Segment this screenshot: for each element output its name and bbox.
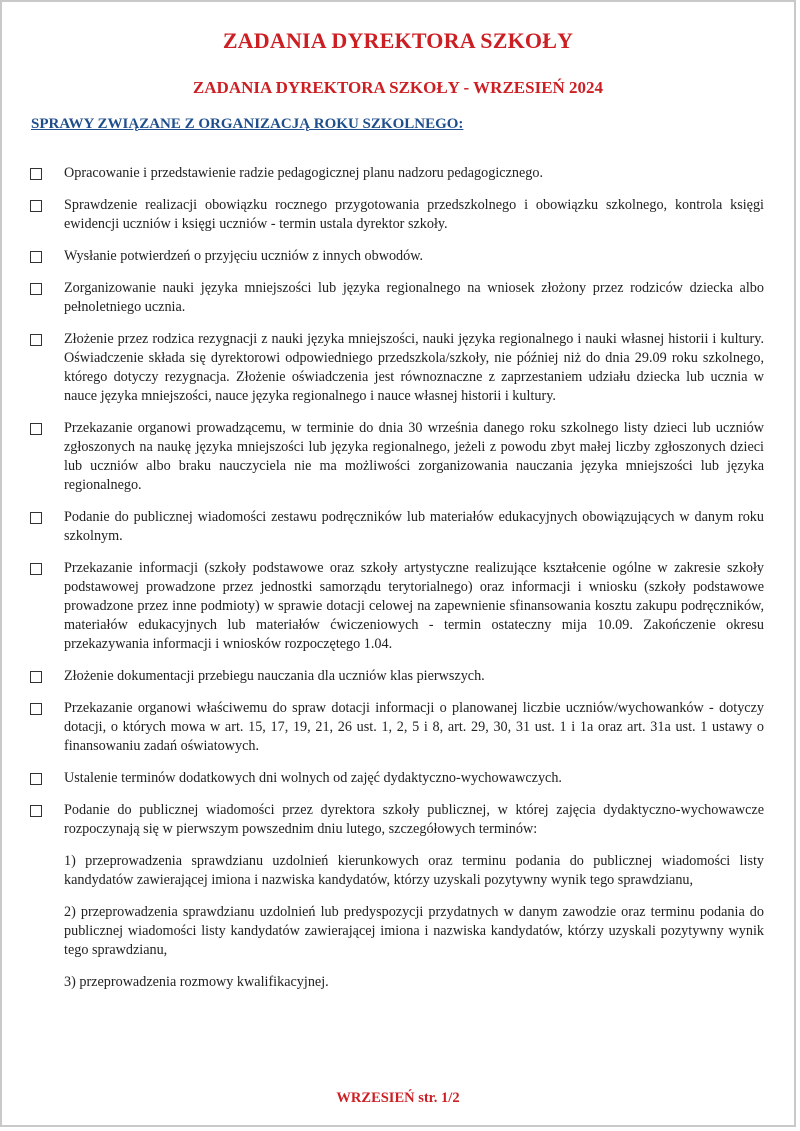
task-text: Przekazanie organowi prowadzącemu, w terminie do dnia 30 września danego roku szkolnego listy dzieci lub uczniów zgłoszonych na naukę języka mniejszości lub języka regionalnego, jeżeli z powodu zbyt małej liczby zgłoszonych dzieci lub uczniów albo braku nauczyciela nie ma możliwości zorganizowania nauczania języka mniejszości lub języka regionalnego. — [64, 420, 764, 493]
checkbox-icon[interactable] — [30, 703, 42, 715]
task-item[interactable] — [30, 699, 764, 756]
checkbox-icon[interactable] — [30, 773, 42, 785]
task-text: Zorganizowanie nauki języka mniejszości lub języka regionalnego na wniosek złożony przez rodziców dziecka albo pełnoletniego ucznia. — [64, 280, 764, 315]
task-text: Przekazanie informacji (szkoły podstawowe oraz szkoły artystyczne realizujące kształcenie ogólne w zakresie szkoły podstawowej prowadzone przez jednostki samorządu terytorialnego) oraz informacji i wniosku (szkoły podstawowe prowadzone przez inne podmioty) w sprawie dotacji celowej na zapewnienie sfinansowania kosztu zakupu podręczników, materiałów edukacyjnych lub materiałów ćwiczeniowych - termin ostateczny mija 10.09. Zakończenie okresu przekazywania informacji i wniosków rozpoczętego 1.04. — [64, 560, 764, 652]
task-item[interactable] — [30, 279, 764, 317]
task-item[interactable] — [30, 508, 764, 546]
task-text: Złożenie dokumentacji przebiegu nauczania dla uczniów klas pierwszych. — [64, 668, 485, 684]
task-item[interactable] — [30, 196, 764, 234]
subitem-2: 2) przeprowadzenia sprawdzianu uzdolnień lub predyspozycji przydatnych w danym zawodzie oraz terminu podania do publicznej wiadomości listy kandydatów zawierającej imiona i nazwiska kandydatów, którzy uzyskali pozytywny wynik tego sprawdzianu, — [64, 904, 764, 958]
document-title: ZADANIA DYREKTORA SZKOŁY — [222, 28, 574, 53]
task-text: Wysłanie potwierdzeń o przyjęciu uczniów z innych obwodów. — [64, 248, 424, 264]
task-text: Podanie do publicznej wiadomości przez dyrektora szkoły publicznej, w której zajęcia dydaktyczno-wychowawcze rozpoczynają się w pierwszym powszednim dniu lutego, szczegółowych terminów: — [64, 802, 764, 837]
task-item[interactable] — [30, 330, 764, 406]
task-text: Opracowanie i przedstawienie radzie pedagogicznej planu nadzoru pedagogicznego. — [64, 165, 544, 181]
checkbox-icon[interactable] — [30, 563, 42, 575]
subitem-1: 1) przeprowadzenia sprawdzianu uzdolnień kierunkowych oraz terminu podania do publicznej wiadomości listy kandydatów zawierającej imiona i nazwiska kandydatów, którzy uzyskali pozytywny wynik tego sprawdzianu, — [64, 853, 764, 888]
task-item[interactable] — [30, 247, 764, 266]
task-item[interactable] — [30, 559, 764, 654]
checkbox-icon[interactable] — [30, 805, 42, 817]
task-text: Sprawdzenie realizacji obowiązku rocznego przygotowania przedszkolnego i obowiązku szkolnego, kontrola księgi ewidencji uczniów i księgi uczniów - termin ustala dyrektor szkoły. — [64, 197, 764, 232]
task-text: Ustalenie terminów dodatkowych dni wolnych od zajęć dydaktyczno-wychowawczych. — [64, 770, 562, 786]
checkbox-icon[interactable] — [30, 512, 42, 524]
checkbox-icon[interactable] — [30, 671, 42, 683]
subitem-3: 3) przeprowadzenia rozmowy kwalifikacyjnej. — [64, 974, 329, 990]
task-item[interactable] — [30, 419, 764, 495]
task-text: Złożenie przez rodzica rezygnacji z nauki języka mniejszości, nauki języka regionalnego i nauki własnej historii i kultury. Oświadczenie składa się dyrektorowi odpowiedniego przedszkola/szkoły, nie później niż do dnia 29.09 roku szkolnego, którego dotyczy rezygnacja. Złożenie oświadczenia jest równoznaczne z zaprzestaniem udziału dziecka lub ucznia w nauce języka mniejszości, nauce języka regionalnego i nauce własnej historii i kultury. — [64, 331, 764, 404]
page-footer: WRZESIEŃ str. 1/2 — [336, 1090, 460, 1106]
checkbox-icon[interactable] — [30, 334, 42, 346]
checkbox-icon[interactable] — [30, 200, 42, 212]
task-text: Podanie do publicznej wiadomości zestawu podręczników lub materiałów edukacyjnych obowiązujących w danym roku szkolnym. — [64, 509, 764, 544]
task-item[interactable] — [30, 667, 764, 686]
checkbox-icon[interactable] — [30, 283, 42, 295]
section-heading: SPRAWY ZWIĄZANE Z ORGANIZACJĄ ROKU SZKOLNEGO: — [31, 116, 464, 132]
task-text: Przekazanie organowi właściwemu do spraw dotacji informacji o planowanej liczbie uczniów/wychowanków - dotyczy dotacji, o których mowa w art. 15, 17, 19, 21, 26 ust. 1, 2, 5 i 8, art. 29, 30, 31 ust. 1 i 1a oraz art. 31a ust. 1 ustawy o finansowaniu zadań oświatowych. — [64, 700, 764, 754]
document-subtitle: ZADANIA DYREKTORA SZKOŁY - WRZESIEŃ 2024 — [192, 78, 604, 97]
task-item[interactable] — [30, 801, 764, 839]
checkbox-icon[interactable] — [30, 423, 42, 435]
checkbox-icon[interactable] — [30, 251, 42, 263]
task-list — [30, 164, 764, 992]
task-item[interactable] — [30, 769, 764, 788]
checkbox-icon[interactable] — [30, 168, 42, 180]
task-item[interactable] — [30, 164, 764, 183]
